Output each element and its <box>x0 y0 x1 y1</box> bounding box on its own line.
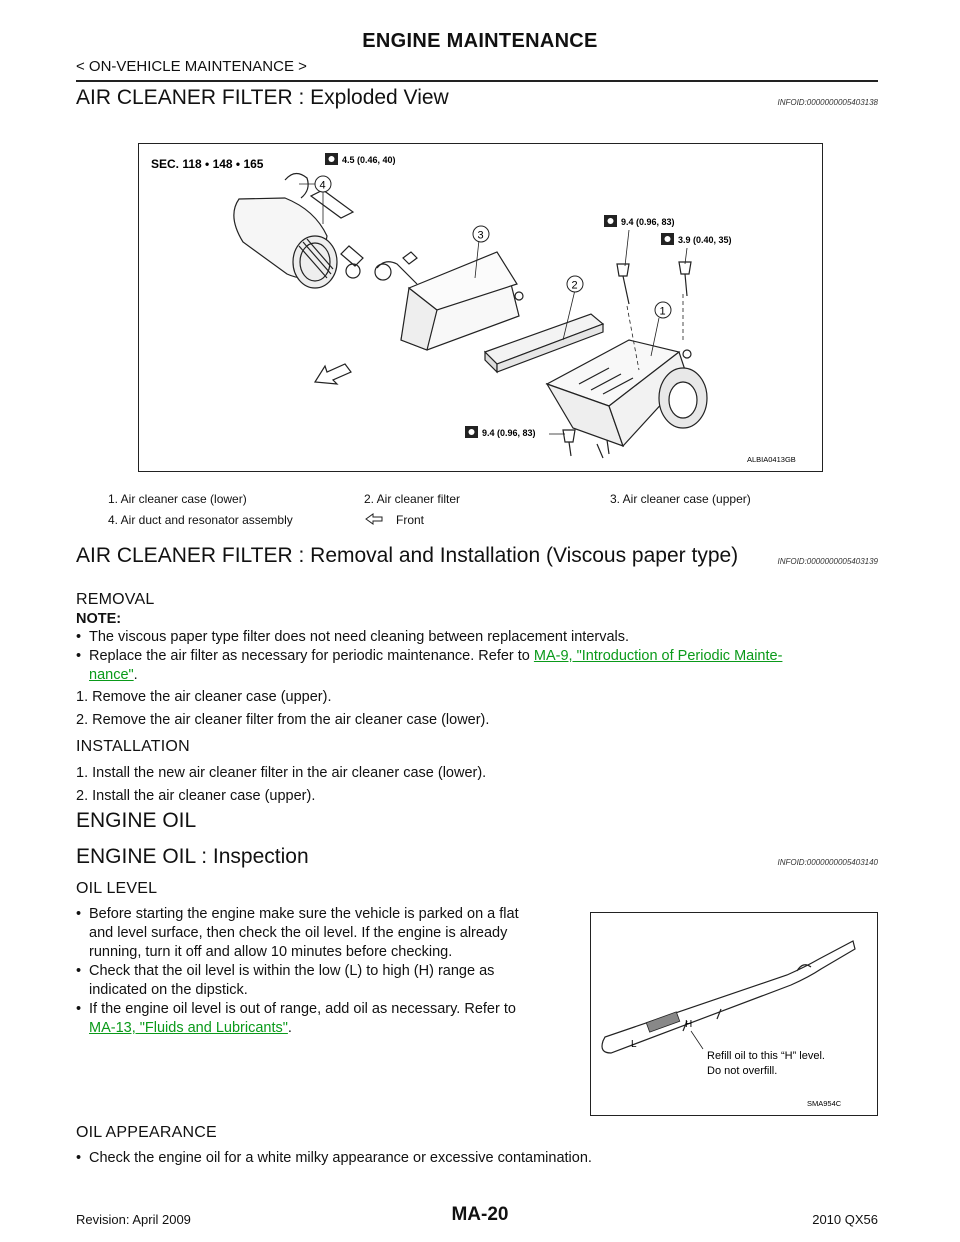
front-arrow-icon <box>315 364 351 384</box>
dipstick-drawing <box>602 941 855 1053</box>
section-title-engine-oil-inspection: ENGINE OIL : Inspection <box>76 845 309 868</box>
bullet-dot: • <box>76 906 82 922</box>
leader-line <box>691 1031 703 1049</box>
legend-item-2: 2. Air cleaner filter <box>364 492 461 506</box>
svg-text:2: 2 <box>571 279 578 292</box>
note-bullet-1: The viscous paper type filter does not need cleaning between replacement intervals. <box>89 629 630 645</box>
callout-3 <box>473 226 489 242</box>
front-arrow-icon <box>364 512 384 526</box>
torque-icon <box>661 233 674 245</box>
callout-1 <box>655 302 671 318</box>
exploded-view-figure <box>138 143 823 472</box>
header-title: ENGINE MAINTENANCE <box>362 30 598 52</box>
bullet-dot: • <box>76 648 82 664</box>
callout-2 <box>567 276 583 292</box>
oil-level-bullet-3-line-2: MA-13, "Fluids and Lubricants". <box>89 1020 292 1036</box>
removal-step-1: 1. Remove the air cleaner case (upper). <box>76 689 332 705</box>
air-duct-drawing <box>234 173 363 288</box>
mark-h: H <box>685 1019 693 1030</box>
note-bullet-2-cont: nance". <box>89 667 138 683</box>
bullet-dot: • <box>76 963 82 979</box>
note-bullet-2: Replace the air filter as necessary for periodic maintenance. Refer to MA-9, "Introduction of Periodic Mainte- <box>89 648 783 664</box>
legend-front: Front <box>396 513 425 527</box>
upper-case-drawing <box>375 252 523 350</box>
oil-level-bullet-1-line-1: Before starting the engine make sure the vehicle is parked on a flat <box>89 906 519 922</box>
torque-icon <box>465 426 478 438</box>
torque-label: 9.4 (0.96, 83) <box>482 428 536 438</box>
oil-level-bullet-3-line-1: If the engine oil level is out of range, add oil as necessary. Refer to <box>89 1001 516 1017</box>
oil-level-bullet-1-line-3: running, turn it off and allow 10 minutes before checking. <box>89 944 453 960</box>
oil-level-bullet-2-line-2: indicated on the dipstick. <box>89 982 248 998</box>
figure-code: ALBIA0413GB <box>747 455 796 464</box>
installation-heading: INSTALLATION <box>76 738 190 755</box>
bullet-dot: • <box>76 1150 82 1166</box>
note-label: NOTE: <box>76 611 122 627</box>
bullet-dot: • <box>76 1001 82 1017</box>
header-rule <box>76 80 878 82</box>
footer-revision: Revision: April 2009 <box>76 1212 191 1227</box>
footer-model: 2010 QX56 <box>812 1212 878 1227</box>
link-periodic-maintenance[interactable]: MA-9, "Introduction of Periodic Mainte- <box>533 648 783 664</box>
oil-level-heading: OIL LEVEL <box>76 880 158 897</box>
install-step-1: 1. Install the new air cleaner filter in the air cleaner case (lower). <box>76 765 487 781</box>
legend-item-3: 3. Air cleaner case (upper) <box>610 492 751 506</box>
torque-icon <box>325 153 338 165</box>
section-title-removal-installation: AIR CLEANER FILTER : Removal and Installation (Viscous paper type) <box>76 544 739 567</box>
oil-appearance-heading: OIL APPEARANCE <box>76 1124 217 1141</box>
refill-note-line-2: Do not overfill. <box>707 1065 778 1077</box>
legend-item-1: 1. Air cleaner case (lower) <box>108 492 247 506</box>
torque-icon <box>604 215 617 227</box>
dipstick-figure <box>590 912 878 1116</box>
figure-code: SMA954C <box>807 1099 842 1108</box>
callout-4 <box>315 176 331 192</box>
install-step-2: 2. Install the air cleaner case (upper). <box>76 788 316 804</box>
torque-label: 9.4 (0.96, 83) <box>621 217 675 227</box>
link-fluids-lubricants[interactable]: MA-13, "Fluids and Lubricants" <box>89 1020 288 1036</box>
oil-appearance-bullet: Check the engine oil for a white milky appearance or excessive contamination. <box>89 1150 592 1166</box>
torque-label: 3.9 (0.40, 35) <box>678 235 732 245</box>
info-id: INFOID:0000000005403139 <box>777 557 878 566</box>
removal-heading: REMOVAL <box>76 591 155 608</box>
info-id: INFOID:0000000005403140 <box>777 858 878 867</box>
mark-l: L <box>631 1039 637 1050</box>
sec-label: SEC. 118 • 148 • 165 <box>151 157 264 171</box>
footer-page-number: MA-20 <box>451 1204 509 1225</box>
torque-label: 4.5 (0.46, 40) <box>342 155 396 165</box>
svg-text:4: 4 <box>319 179 326 192</box>
refill-note-line-1: Refill oil to this “H” level. <box>707 1050 825 1062</box>
bullet-dot: • <box>76 629 82 645</box>
section-title-exploded-view: AIR CLEANER FILTER : Exploded View <box>76 86 449 109</box>
info-id: INFOID:0000000005403138 <box>777 98 878 107</box>
link-periodic-maintenance-cont[interactable]: nance" <box>89 667 134 683</box>
svg-text:1: 1 <box>659 305 666 318</box>
section-title-engine-oil: ENGINE OIL <box>76 809 197 832</box>
svg-text:3: 3 <box>477 229 484 242</box>
oil-level-bullet-2-line-1: Check that the oil level is within the low (L) to high (H) range as <box>89 963 495 979</box>
header-subtitle: < ON-VEHICLE MAINTENANCE > <box>76 58 307 75</box>
removal-step-2: 2. Remove the air cleaner filter from the air cleaner case (lower). <box>76 712 490 728</box>
oil-level-bullet-1-line-2: and level surface, then check the oil level. If the engine is already <box>89 925 508 941</box>
legend-item-4: 4. Air duct and resonator assembly <box>108 513 293 527</box>
